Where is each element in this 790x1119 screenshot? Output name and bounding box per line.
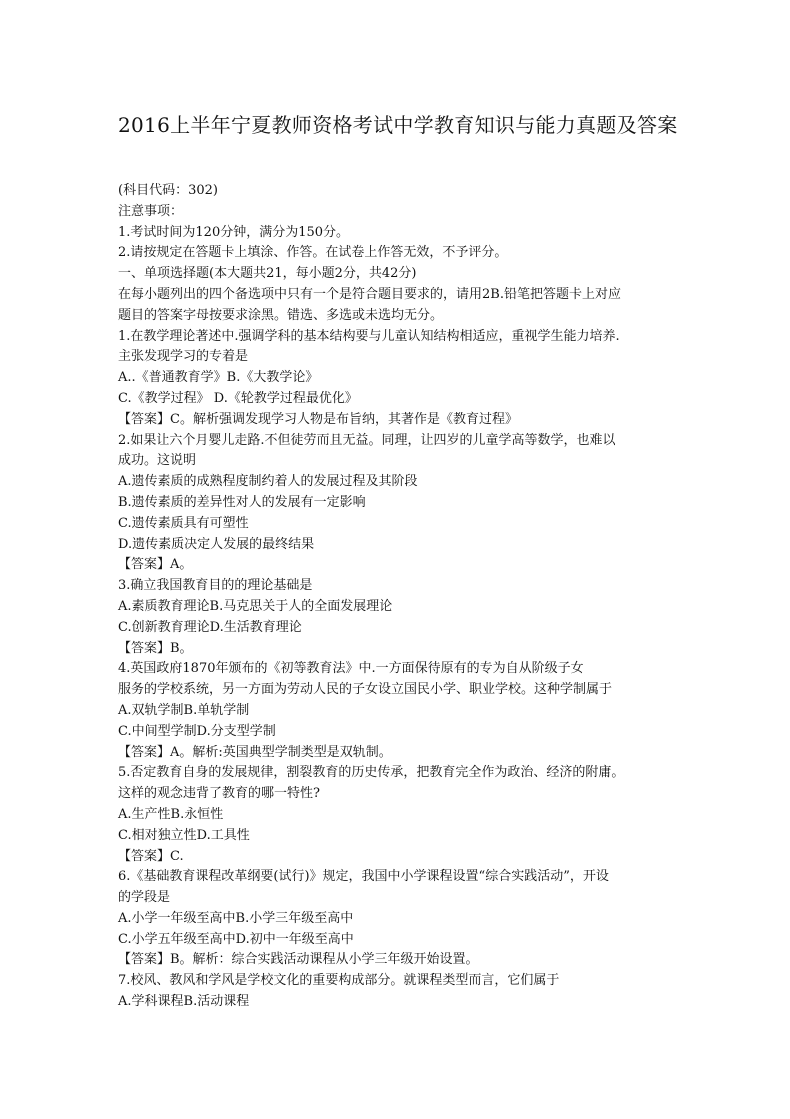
- text-line: 一、单项选择题(本大题共21，每小题2分，共42分): [118, 266, 417, 282]
- text-line: 【答案】A。解析:英国典型学制类型是双轨制。: [118, 744, 392, 760]
- text-line: 【答案】C。解析强调发现学习人物是布旨纳，其著作是《教育过程》: [118, 411, 518, 427]
- text-line: A.学科课程B.活动课程: [118, 994, 250, 1010]
- text-line: A.生产性B.永恒性: [118, 806, 224, 822]
- text-line: A..《普通教育学》B.《大教学论》: [118, 370, 319, 386]
- text-line: 成功。这说明: [118, 453, 197, 469]
- text-line: C.《教学过程》 D.《轮教学过程最优化》: [118, 390, 358, 406]
- text-line: 【答案】B。解析：综合实践活动课程从小学三年级开始设置。: [118, 952, 479, 968]
- document-title: 2016上半年宁夏教师资格考试中学教育知识与能力真题及答案: [118, 113, 678, 137]
- text-line: 1.考试时间为120分钟，满分为150分。: [118, 224, 350, 240]
- text-line: 注意事项：: [118, 203, 184, 219]
- text-line: 1.在教学理论著述中.强调学科的基本结构要与儿童认知结构相适应，重视学生能力培养.: [118, 328, 620, 344]
- text-line: C.遗传素质具有可塑性: [118, 515, 249, 531]
- text-line: D.遗传素质决定人发展的最终结果: [118, 536, 315, 552]
- text-line: 服务的学校系统，另一方面为劳动人民的子女设立国民小学、职业学校。这种学制属于: [118, 682, 613, 698]
- text-line: 【答案】C.: [118, 848, 184, 864]
- text-line: 4.英国政府1870年颁布的《初等教育法》中.一方面保待原有的专为自从阶级子女: [118, 661, 584, 677]
- text-line: (科目代码：302): [118, 183, 218, 198]
- text-line: 【答案】A。: [118, 557, 193, 573]
- text-line: A.素质教育理论B.马克思关于人的全面发展理论: [118, 598, 393, 614]
- text-line: C.创新教育理论D.生活教育理论: [118, 619, 302, 635]
- text-line: 2.请按规定在答题卡上填涂、作答。在试卷上作答无效，不予评分。: [118, 245, 508, 261]
- text-line: C.相对独立性D.工具性: [118, 827, 250, 843]
- text-line: B.遗传素质的差异性对人的发展有一定影响: [118, 494, 366, 510]
- document-body: [118, 181, 688, 1013]
- text-line: 5.否定教育自身的发展规律，割裂教育的历史传承，把教育完全作为政治、经济的附庸。: [118, 765, 625, 781]
- text-line: 3.确立我国教育目的的理论基础是: [118, 578, 313, 594]
- text-line: 题目的答案字母按要求涂黑。错选、多选或未选均无分。: [118, 307, 444, 323]
- text-line: 的学段是: [118, 890, 171, 906]
- text-line: 【答案】B。: [118, 640, 193, 656]
- text-line: 2.如果让六个月婴儿走路.不但徒劳而且无益。同理，让四岁的儿童学高等数学，也难以: [118, 432, 616, 448]
- text-line: A.双轨学制B.单轨学制: [118, 702, 250, 718]
- text-line: C.中间型学制D.分支型学制: [118, 723, 276, 739]
- text-line: C.小学五年级至高中D.初中一年级至高中: [118, 931, 354, 947]
- text-line: A.遗传素质的成熟程度制约着人的发展过程及其阶段: [118, 474, 418, 490]
- text-line: 这样的观念违背了教育的哪一特性?: [118, 786, 320, 802]
- text-line: 7.校风、教风和学风是学校文化的重要构成部分。就课程类型而言，它们属于: [118, 973, 560, 989]
- text-line: 6.《基础教育课程改革纲要(试行)》规定，我国中小学课程设置“综合实践活动”，开设: [118, 869, 609, 885]
- text-line: 主张发现学习的专着是: [118, 349, 249, 365]
- text-line: 在每小题列出的四个备选项中只有一个是符合题目要求的，请用2B.铅笔把答题卡上对应: [118, 286, 621, 302]
- text-line: A.小学一年级至高中B.小学三年级至高中: [118, 910, 354, 926]
